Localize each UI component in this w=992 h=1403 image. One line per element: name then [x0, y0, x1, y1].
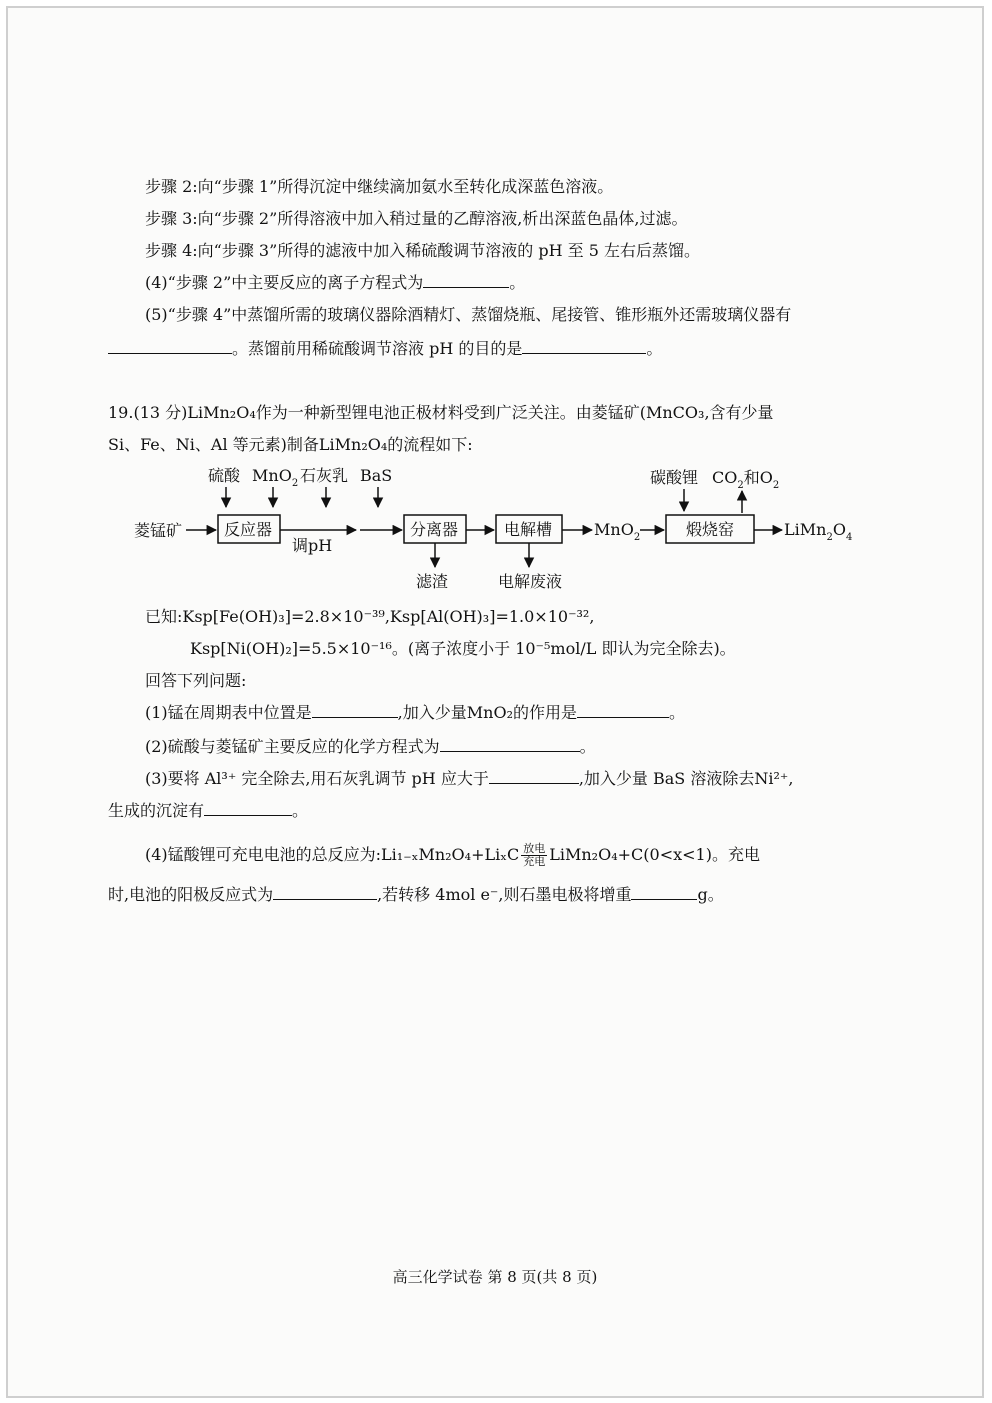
part-1-line: [145, 702, 685, 724]
question-5-text-2: 。蒸馏前用稀硫酸调节溶液 pH 的目的是: [232, 339, 523, 358]
part-1-text: (1)锰在周期表中位置是: [145, 703, 312, 722]
answer-blank[interactable]: [423, 273, 509, 288]
step-2-text: 步骤 2:向“步骤 1”所得沉淀中继续滴加氨水至转化成深蓝色溶液。: [145, 177, 614, 196]
part-4-text-4: ,若转移 4mol e⁻,则石墨电极将增重: [377, 885, 632, 904]
answer-blank[interactable]: [204, 801, 292, 816]
page-footer: 高三化学试卷 第 8 页(共 8 页): [392, 1268, 598, 1286]
part-4-text-2: LiMn₂O₄+C(0<x<1)。充电: [549, 845, 760, 864]
source-rhodochrosite: 菱锰矿: [134, 521, 183, 540]
punctuation: 。: [292, 801, 309, 820]
step-4-text: 步骤 4:向“步骤 3”所得的滤液中加入稀硫酸调节溶液的 pH 至 5 左右后蒸馏。: [145, 241, 701, 260]
part-3-text-2: ,加入少量 BaS 溶液除去Ni²⁺,: [578, 769, 794, 788]
answer-blank[interactable]: [631, 885, 697, 900]
mno2-product: MnO$_2$: [594, 520, 641, 543]
reagent-sulfuric-acid: 硫酸: [208, 466, 241, 485]
reagent-lime-milk: 石灰乳: [300, 466, 349, 485]
kiln-label: 煅烧窑: [686, 520, 735, 539]
part-3-text-3: 生成的沉淀有: [108, 801, 205, 820]
question-4-text: (4)“步骤 2”中主要反应的离子方程式为: [145, 273, 424, 292]
answer-blank[interactable]: [489, 769, 579, 784]
q19-intro-1: 19.(13 分)LiMn₂O₄作为一种新型锂电池正极材料受到广泛关注。由菱锰矿(MnCO₃,含有少量: [108, 403, 774, 422]
q19-intro-2: Si、Fe、Ni、Al 等元素)制备LiMn₂O₄的流程如下:: [108, 435, 473, 454]
process-flow-diagram: [128, 463, 888, 603]
charge-label: 充电: [523, 855, 546, 868]
answer-blank[interactable]: [312, 703, 398, 718]
part-3-line2: [108, 800, 308, 822]
answer-prompt: 回答下列问题:: [145, 671, 247, 690]
reagent-mno2: MnO$_2$: [252, 466, 299, 489]
exam-page: [6, 6, 984, 1398]
final-product: $LiMn_2O_4$: [784, 520, 853, 543]
part-3-line: [145, 768, 793, 790]
part-4-text-5: g。: [697, 885, 724, 904]
punctuation: 。: [668, 703, 685, 722]
discharge-label: 放电: [523, 842, 546, 855]
residue-label: 滤渣: [416, 572, 449, 591]
known-ksp-1: 已知:Ksp[Fe(OH)₃]=2.8×10⁻³⁹,Ksp[Al(OH)₃]=1.0×10⁻³²,: [145, 607, 595, 626]
lithium-carbonate-label: 碳酸锂: [650, 468, 699, 487]
reaction-arrow: [521, 843, 547, 868]
part-2-text: (2)硫酸与菱锰矿主要反应的化学方程式为: [145, 737, 440, 756]
adjust-ph-label: 调pH: [292, 536, 333, 555]
part-4-text: (4)锰酸锂可充电电池的总反应为:Li₁₋ₓMn₂O₄+LiₓC: [145, 845, 520, 864]
step-3-text: 步骤 3:向“步骤 2”所得溶液中加入稍过量的乙醇溶液,析出深蓝色晶体,过滤。: [145, 209, 688, 228]
part-2-line: [145, 736, 596, 758]
question-5-text: (5)“步骤 4”中蒸馏所需的玻璃仪器除酒精灯、蒸馏烧瓶、尾接管、锥形瓶外还需玻璃仪器有: [145, 305, 792, 324]
part-1-text-2: ,加入少量MnO₂的作用是: [397, 703, 577, 722]
part-4-line: [145, 842, 760, 868]
gas-output-label: $CO_2$和$O_2$: [712, 468, 780, 491]
known-ksp-2: Ksp[Ni(OH)₂]=5.5×10⁻¹⁶。(离子浓度小于 10⁻⁵mol/L 即认为完全除去)。: [190, 639, 736, 658]
answer-blank[interactable]: [577, 703, 669, 718]
punctuation: 。: [509, 273, 526, 292]
answer-blank[interactable]: [108, 339, 232, 354]
separator-label: 分离器: [410, 520, 459, 539]
punctuation: 。: [646, 339, 663, 358]
part-4-line2: [108, 884, 724, 906]
part-4-text-3: 时,电池的阳极反应式为: [108, 885, 274, 904]
question-4-line: [145, 272, 525, 294]
answer-blank[interactable]: [273, 885, 377, 900]
answer-blank[interactable]: [440, 737, 580, 752]
punctuation: 。: [579, 737, 596, 756]
answer-blank[interactable]: [522, 339, 646, 354]
reagent-bas: BaS: [360, 466, 393, 485]
waste-liquid-label: 电解废液: [498, 572, 563, 591]
reactor-label: 反应器: [224, 520, 273, 539]
question-5-line2: [108, 338, 662, 360]
part-3-text: (3)要将 Al³⁺ 完全除去,用石灰乳调节 pH 应大于: [145, 769, 489, 788]
electrolyzer-label: 电解槽: [504, 520, 553, 539]
